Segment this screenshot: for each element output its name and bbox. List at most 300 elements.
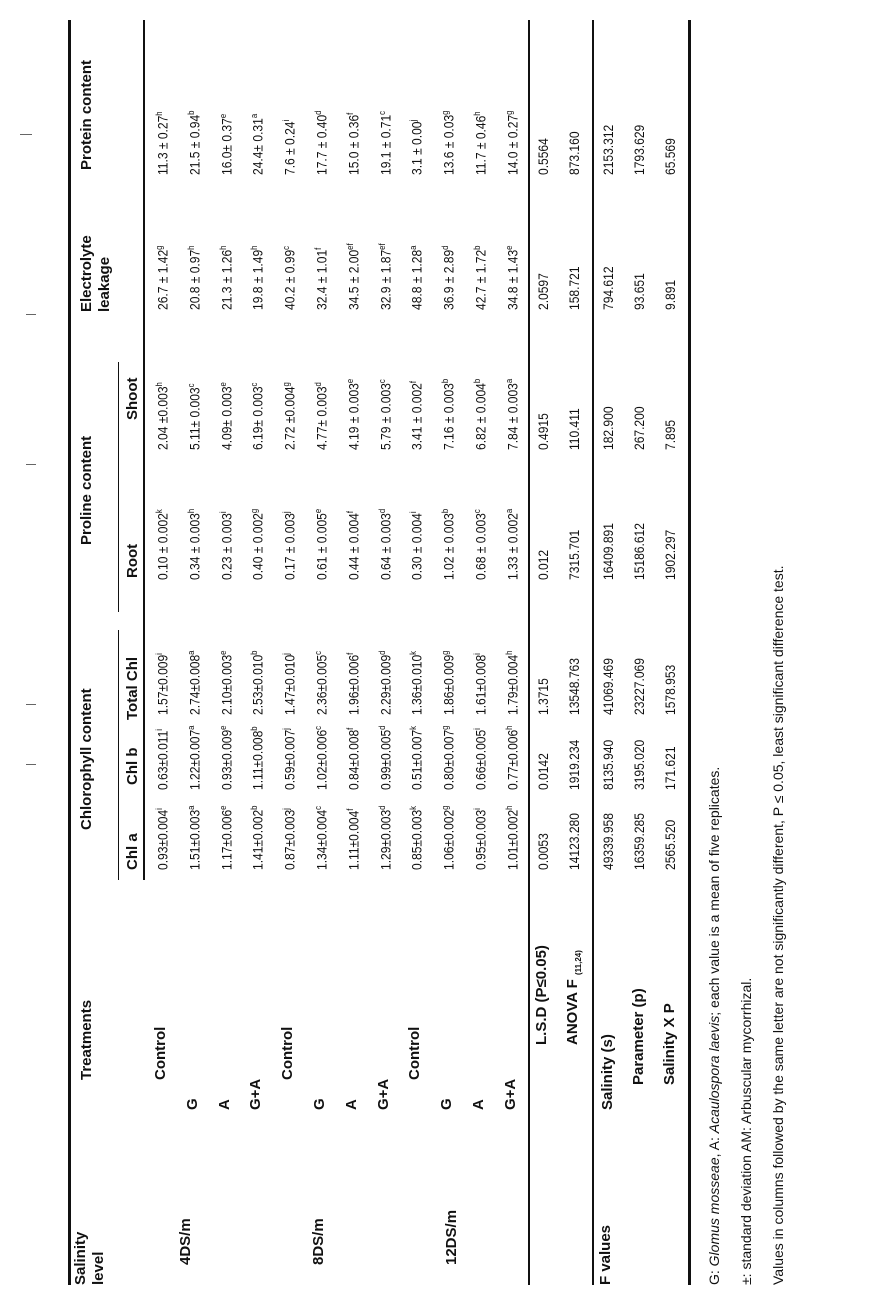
cell-value: 1.86±0.009 xyxy=(440,654,457,715)
cell-letter: j xyxy=(281,653,292,655)
cell-chl-a xyxy=(186,806,203,870)
anova-label xyxy=(564,950,583,1045)
cell-value: 13.6 ± 0.03 xyxy=(440,114,457,175)
cell-value: 6.19± 0.003 xyxy=(250,386,267,450)
treatment-label: G xyxy=(438,1098,456,1110)
cell-letter: k xyxy=(408,650,419,655)
cell-value: 2.74±0.008 xyxy=(186,654,203,715)
footnote-acaulospora: Acaulospora laevis xyxy=(706,1015,722,1134)
header-leakage: leakage xyxy=(96,256,113,312)
lsd-value-chl-a: 0.0053 xyxy=(535,833,551,870)
cell-value: 7.6 ± 0.24 xyxy=(281,121,298,175)
cell-letter: h xyxy=(217,245,228,250)
cell-letter: i xyxy=(472,808,482,810)
footnote-line-3: Values in columns followed by the same letter are not significantly different, P ≤ 0.05, least significant difference test. xyxy=(770,565,786,1285)
header-shoot: Shoot xyxy=(124,377,141,420)
header-chl-b: Chl b xyxy=(124,747,141,785)
cell-shoot xyxy=(504,379,521,450)
treatment-label: A xyxy=(470,1099,487,1110)
cell-protein xyxy=(313,111,330,175)
f-value-total-chl: 1578.953 xyxy=(662,664,678,715)
anova-bottom-rule xyxy=(592,20,594,1285)
cell-letter: i xyxy=(154,808,164,810)
cell-protein xyxy=(472,111,489,175)
cell-letter: a xyxy=(185,725,196,730)
cell-chl-a xyxy=(345,809,362,870)
cell-letter: c xyxy=(376,379,387,384)
cell-value: 0.61 ± 0.005 xyxy=(313,513,330,580)
f-value-chl-a: 16359.285 xyxy=(631,813,647,870)
cell-root xyxy=(186,509,203,580)
f-value-chl-a: 49339.958 xyxy=(600,813,616,870)
cell-value: 0.84±0.008 xyxy=(345,729,362,790)
cell-value: 0.30 ± 0.004 xyxy=(409,513,426,580)
cell-value: 1.11±0.008 xyxy=(250,730,267,790)
cell-letter: g xyxy=(440,725,451,730)
cell-chl-b xyxy=(154,729,171,790)
cell-letter: ef xyxy=(344,243,355,250)
cell-letter: e xyxy=(217,650,228,655)
header-chlorophyll: Chlorophyll content xyxy=(78,688,95,830)
header-total-chl: Total Chl xyxy=(124,656,141,720)
cell-electrolyte xyxy=(504,246,521,310)
cell-protein xyxy=(377,111,394,175)
cell-letter: e xyxy=(217,113,228,119)
cell-letter: b xyxy=(249,650,260,655)
cell-letter: j xyxy=(408,119,419,122)
cell-protein xyxy=(281,120,298,175)
cell-value: 1.79±0.004 xyxy=(504,654,521,715)
cell-electrolyte xyxy=(218,246,235,310)
cell-letter: g xyxy=(281,382,292,387)
cell-letter: d xyxy=(313,382,323,387)
cell-chl-b xyxy=(377,726,394,790)
cell-letter: f xyxy=(313,247,323,250)
cell-chl-b xyxy=(281,728,298,790)
cell-electrolyte xyxy=(377,243,394,310)
cell-electrolyte xyxy=(249,246,266,310)
cell-total-chl xyxy=(218,651,235,715)
cell-value: 0.63±0.011 xyxy=(154,730,171,790)
treatment-label: G+A xyxy=(374,1078,392,1110)
cell-chl-b xyxy=(345,728,362,790)
cell-value: 0.95±0.003 xyxy=(472,809,489,870)
cell-letter: c xyxy=(472,509,482,514)
cell-shoot xyxy=(281,382,298,450)
cell-letter: h xyxy=(185,245,196,250)
anova-value-total-chl: 13548.763 xyxy=(566,658,582,715)
f-values-label: F values xyxy=(597,1224,614,1285)
cell-root xyxy=(154,509,171,580)
header-root: Root xyxy=(124,543,141,578)
treatment-label: Control xyxy=(406,1026,424,1080)
f-value-protein: 65.569 xyxy=(662,138,678,175)
cell-letter: g xyxy=(440,110,451,115)
cell-letter: f xyxy=(344,727,355,730)
proline-underline xyxy=(118,362,119,612)
cell-total-chl xyxy=(472,653,489,715)
cell-protein xyxy=(154,111,171,175)
scan-mark xyxy=(26,314,36,315)
cell-value: 34.5 ± 2.00 xyxy=(345,249,362,310)
cell-letter: d xyxy=(440,245,451,250)
cell-value: 1.34±0.004 xyxy=(313,809,330,870)
cell-root xyxy=(313,509,330,580)
cell-value: 3.1 ± 0.00 xyxy=(409,121,426,175)
cell-value: 1.51±0.003 xyxy=(186,809,203,870)
cell-chl-b xyxy=(504,726,521,790)
cell-letter: i xyxy=(281,119,292,122)
scan-mark xyxy=(26,764,36,765)
treatment-label: G+A xyxy=(247,1078,265,1110)
treatment-label: Control xyxy=(279,1026,297,1080)
cell-letter: a xyxy=(503,508,514,514)
cell-electrolyte xyxy=(345,243,362,310)
f-value-root: 1902.297 xyxy=(662,529,678,580)
cell-protein xyxy=(345,113,362,175)
cell-chl-b xyxy=(313,726,330,790)
cell-value: 1.47±0.010 xyxy=(281,654,298,715)
cell-electrolyte xyxy=(472,246,489,310)
cell-letter: a xyxy=(249,113,260,119)
cell-value: 6.82 ± 0.004 xyxy=(472,383,489,450)
cell-letter: e xyxy=(344,378,355,384)
f-value-root: 16409.891 xyxy=(600,523,616,580)
cell-root xyxy=(408,511,425,580)
f-value-shoot: 182.900 xyxy=(600,406,616,450)
cell-protein xyxy=(249,114,266,175)
cell-value: 2.04 ±0.003 xyxy=(154,386,171,450)
cell-value: 1.17±0.006 xyxy=(218,809,235,870)
cell-shoot xyxy=(345,379,362,450)
header-level: level xyxy=(90,1251,107,1285)
cell-value: 2.72 ±0.004 xyxy=(281,386,298,450)
f-value-electrolyte: 93.651 xyxy=(631,273,647,310)
cell-value: 0.99±0.005 xyxy=(377,729,394,790)
cell-value: 2.10±0.003 xyxy=(218,654,235,715)
cell-shoot xyxy=(186,383,203,450)
cell-letter: b xyxy=(472,245,482,250)
cell-value: 0.93±0.004 xyxy=(154,809,171,870)
cell-letter: b xyxy=(440,378,451,384)
cell-chl-a xyxy=(313,806,330,870)
cell-value: 0.40 ± 0.002 xyxy=(250,513,267,580)
cell-value: 42.7 ± 1.72 xyxy=(472,249,489,310)
cell-value: 0.10 ± 0.002 xyxy=(154,513,171,580)
header-proline: Proline content xyxy=(78,435,95,545)
cell-root xyxy=(472,509,489,580)
cell-value: 36.9 ± 2.89 xyxy=(440,249,457,310)
anova-value-root: 7315.701 xyxy=(566,529,582,580)
cell-letter: f xyxy=(344,808,355,811)
cell-value: 34.8 ± 1.43 xyxy=(504,249,521,310)
cell-letter: c xyxy=(376,110,387,115)
cell-electrolyte xyxy=(186,246,203,310)
cell-chl-b xyxy=(472,728,489,790)
cell-letter: b xyxy=(249,805,260,810)
cell-chl-a xyxy=(281,808,298,870)
cell-value: 0.64 ± 0.003 xyxy=(377,513,394,580)
cell-value: 0.59±0.007 xyxy=(281,729,298,790)
cell-letter: g xyxy=(154,245,164,250)
cell-chl-a xyxy=(377,806,394,870)
f-value-chl-b: 171.621 xyxy=(662,746,678,790)
cell-value: 5.79 ± 0.003 xyxy=(377,383,394,450)
header-chl-a: Chl a xyxy=(124,833,141,870)
cell-protein xyxy=(504,111,521,175)
cell-letter: g xyxy=(503,110,514,115)
lsd-value-root: 0.012 xyxy=(535,549,551,580)
f-value-protein: 1793.629 xyxy=(631,124,647,175)
cell-letter: h xyxy=(472,111,482,116)
cell-letter: h xyxy=(185,508,196,514)
cell-value: 0.34 ± 0.003 xyxy=(186,513,203,580)
cell-value: 1.06±0.002 xyxy=(440,809,457,870)
cell-value: 0.23 ± 0.003 xyxy=(218,513,235,580)
cell-value: 1.02±0.006 xyxy=(313,729,330,790)
cell-value: 0.17 ± 0.003 xyxy=(281,513,298,580)
cell-root xyxy=(249,509,266,580)
cell-total-chl xyxy=(281,653,298,715)
footnote-rest: ; each value is a mean of five replicates. xyxy=(706,766,722,1016)
f-row-label: Salinity X P xyxy=(661,1003,678,1085)
cell-value: 4.09± 0.003 xyxy=(218,386,235,450)
footnote-line-2: ±: standard deviation AM: Arbuscular mycorrhizal. xyxy=(738,977,754,1285)
cell-chl-b xyxy=(249,726,266,790)
lsd-label: L.S.D (P≤0.05) xyxy=(533,945,550,1045)
cell-letter: f xyxy=(408,380,419,384)
f-value-shoot: 7.895 xyxy=(662,419,678,450)
chlorophyll-underline xyxy=(118,630,119,880)
f-row-label: Salinity (s) xyxy=(599,1034,616,1110)
cell-value: 19.8 ± 1.49 xyxy=(250,249,267,310)
treatment-label: G xyxy=(183,1098,201,1110)
treatment-label: A xyxy=(215,1099,233,1110)
cell-letter: e xyxy=(217,725,228,730)
header-protein: Protein content xyxy=(78,59,95,170)
cell-total-chl xyxy=(154,653,171,715)
cell-letter: e xyxy=(313,508,323,514)
cell-shoot xyxy=(472,379,489,450)
cell-protein xyxy=(186,111,203,175)
cell-root xyxy=(281,511,298,580)
cell-letter: i xyxy=(217,511,228,514)
cell-value: 4.19 ± 0.003 xyxy=(345,383,362,450)
cell-letter: a xyxy=(185,650,196,655)
cell-letter: c xyxy=(313,650,323,655)
cell-chl-a xyxy=(249,806,266,870)
cell-value: 19.1 ± 0.71 xyxy=(377,114,394,175)
cell-letter: e xyxy=(217,382,228,387)
cell-value: 0.93±0.009 xyxy=(218,729,235,790)
footnote-glomus: Glomus mosseae xyxy=(706,1157,722,1267)
treatment-label: G xyxy=(311,1098,328,1110)
cell-value: 0.77±0.006 xyxy=(504,729,521,790)
cell-value: 1.02 ± 0.003 xyxy=(440,513,457,580)
anova-value-shoot: 110.411 xyxy=(566,408,582,450)
cell-shoot xyxy=(249,383,266,450)
cell-letter: c xyxy=(313,805,323,810)
cell-value: 2.53±0.010 xyxy=(250,654,267,715)
cell-letter: g xyxy=(440,650,451,655)
cell-electrolyte xyxy=(440,246,457,310)
anova-value-electrolyte: 158.721 xyxy=(566,266,582,310)
f-value-total-chl: 23227.069 xyxy=(631,658,647,715)
cell-total-chl xyxy=(313,651,330,715)
scan-mark xyxy=(20,134,32,135)
cell-value: 1.01±0.002 xyxy=(504,809,521,870)
cell-letter: d xyxy=(376,508,387,514)
cell-letter: e xyxy=(503,245,514,250)
cell-total-chl xyxy=(377,651,394,715)
cell-chl-b xyxy=(440,726,457,790)
f-value-electrolyte: 794.612 xyxy=(600,266,616,310)
lsd-value-electrolyte: 2.0597 xyxy=(535,273,551,310)
salinity-level-label: 12DS/m xyxy=(443,1209,460,1265)
cell-letter: b xyxy=(440,508,451,514)
lsd-value-chl-b: 0.0142 xyxy=(535,753,551,790)
cell-letter: j xyxy=(281,511,292,514)
cell-value: 21.5 ± 0.94 xyxy=(186,114,203,175)
salinity-level-label: 8DS/m xyxy=(310,1218,327,1265)
footnote-line-1 xyxy=(706,767,722,1285)
cell-value: 20.8 ± 0.97 xyxy=(186,249,203,310)
cell-letter: b xyxy=(185,110,196,115)
cell-letter: i xyxy=(154,728,164,731)
cell-root xyxy=(504,509,521,580)
cell-letter: d xyxy=(313,110,323,115)
treatment-label: G+A xyxy=(501,1078,519,1110)
cell-letter: f xyxy=(344,652,355,655)
cell-letter: f xyxy=(344,112,355,115)
cell-letter: k xyxy=(408,805,419,810)
f-value-chl-b: 8135.940 xyxy=(600,739,616,790)
cell-letter: i xyxy=(472,728,482,730)
cell-value: 0.44 ± 0.004 xyxy=(345,513,362,580)
anova-value-chl-b: 1919.234 xyxy=(566,739,582,790)
scan-mark xyxy=(26,464,36,465)
header-bottom-rule xyxy=(143,20,145,880)
cell-value: 5.11± 0.003 xyxy=(186,387,203,450)
cell-chl-b xyxy=(186,726,203,790)
cell-value: 11.7 ± 0.46 xyxy=(472,115,489,175)
cell-total-chl xyxy=(345,653,362,715)
table-bottom-rule xyxy=(688,20,691,1285)
cell-value: 0.85±0.003 xyxy=(409,809,426,870)
cell-value: 1.22±0.007 xyxy=(186,729,203,790)
cell-letter: a xyxy=(503,378,514,384)
cell-root xyxy=(345,511,362,580)
f-value-shoot: 267.200 xyxy=(631,406,647,450)
cell-letter: h xyxy=(154,382,164,387)
cell-value: 7.16 ± 0.003 xyxy=(440,383,457,450)
anova-label-sub: (11,24) xyxy=(574,950,583,975)
cell-protein xyxy=(440,111,457,175)
cell-value: 24.4± 0.31 xyxy=(250,118,267,175)
cell-letter: e xyxy=(217,805,228,810)
cell-letter: k xyxy=(408,725,419,730)
f-value-chl-b: 3195.020 xyxy=(631,739,647,790)
cell-chl-a xyxy=(218,806,235,870)
salinity-level-label: 4DS/m xyxy=(177,1218,194,1265)
cell-value: 1.11±0.004 xyxy=(345,810,362,870)
f-value-total-chl: 41069.469 xyxy=(600,658,616,715)
cell-letter: b xyxy=(472,378,482,384)
header-electrolyte: Electrolyte xyxy=(78,235,95,312)
cell-protein xyxy=(218,114,235,175)
cell-letter: c xyxy=(185,383,196,388)
cell-letter: b xyxy=(249,726,260,731)
cell-electrolyte xyxy=(313,248,330,310)
cell-letter: h xyxy=(503,650,514,655)
treatment-label: A xyxy=(342,1099,360,1110)
cell-electrolyte xyxy=(281,246,298,310)
f-value-root: 15186.612 xyxy=(631,523,647,580)
anova-label-text: ANOVA F xyxy=(564,979,581,1045)
cell-value: 40.2 ± 0.99 xyxy=(281,249,298,310)
cell-value: 4.77± 0.003 xyxy=(313,386,330,450)
data-bottom-rule xyxy=(528,20,530,1285)
cell-letter: c xyxy=(313,725,323,730)
cell-shoot xyxy=(440,379,457,450)
cell-letter: a xyxy=(185,805,196,810)
cell-chl-a xyxy=(440,806,457,870)
lsd-value-total-chl: 1.3715 xyxy=(535,678,551,715)
scan-mark xyxy=(26,704,36,705)
cell-value: 0.66±0.005 xyxy=(472,729,489,790)
anova-value-chl-a: 14123.280 xyxy=(566,813,582,870)
cell-letter: c xyxy=(281,245,292,250)
f-value-chl-a: 2565.520 xyxy=(662,819,678,870)
cell-letter: j xyxy=(281,808,292,810)
cell-value: 1.96±0.006 xyxy=(345,654,362,715)
cell-chl-a xyxy=(154,808,171,870)
footnote-mid: , A: xyxy=(706,1133,722,1158)
cell-letter: h xyxy=(154,111,164,116)
cell-letter: h xyxy=(503,805,514,810)
cell-value: 17.7 ± 0.40 xyxy=(313,114,330,175)
cell-value: 1.57±0.009 xyxy=(154,654,171,715)
cell-letter: d xyxy=(376,650,387,655)
cell-value: 14.0 ± 0.27 xyxy=(504,114,521,175)
lsd-value-protein: 0.5564 xyxy=(535,138,551,175)
cell-chl-a xyxy=(504,806,521,870)
f-row-label: Parameter (p) xyxy=(630,988,647,1085)
cell-value: 2.36±0.005 xyxy=(313,654,330,715)
cell-value: 0.51±0.007 xyxy=(409,729,426,790)
lsd-value-shoot: 0.4915 xyxy=(535,413,551,450)
cell-letter: i xyxy=(408,511,419,514)
cell-value: 26.7 ± 1.42 xyxy=(154,249,171,310)
cell-letter: ef xyxy=(376,243,387,250)
cell-letter: g xyxy=(440,805,451,810)
cell-shoot xyxy=(154,382,171,450)
cell-shoot xyxy=(377,379,394,450)
cell-value: 32.9 ± 1.87 xyxy=(377,249,394,310)
cell-total-chl xyxy=(186,651,203,715)
cell-root xyxy=(440,509,457,580)
cell-total-chl xyxy=(504,651,521,715)
header-salinity: Salinity xyxy=(72,1231,89,1285)
f-value-protein: 2153.312 xyxy=(600,124,616,175)
cell-letter: a xyxy=(408,245,419,250)
cell-letter: c xyxy=(249,382,260,387)
cell-chl-a xyxy=(408,806,425,870)
cell-chl-b xyxy=(408,726,425,790)
cell-letter: i xyxy=(154,653,164,655)
cell-letter: d xyxy=(376,805,387,810)
cell-letter: d xyxy=(376,725,387,730)
